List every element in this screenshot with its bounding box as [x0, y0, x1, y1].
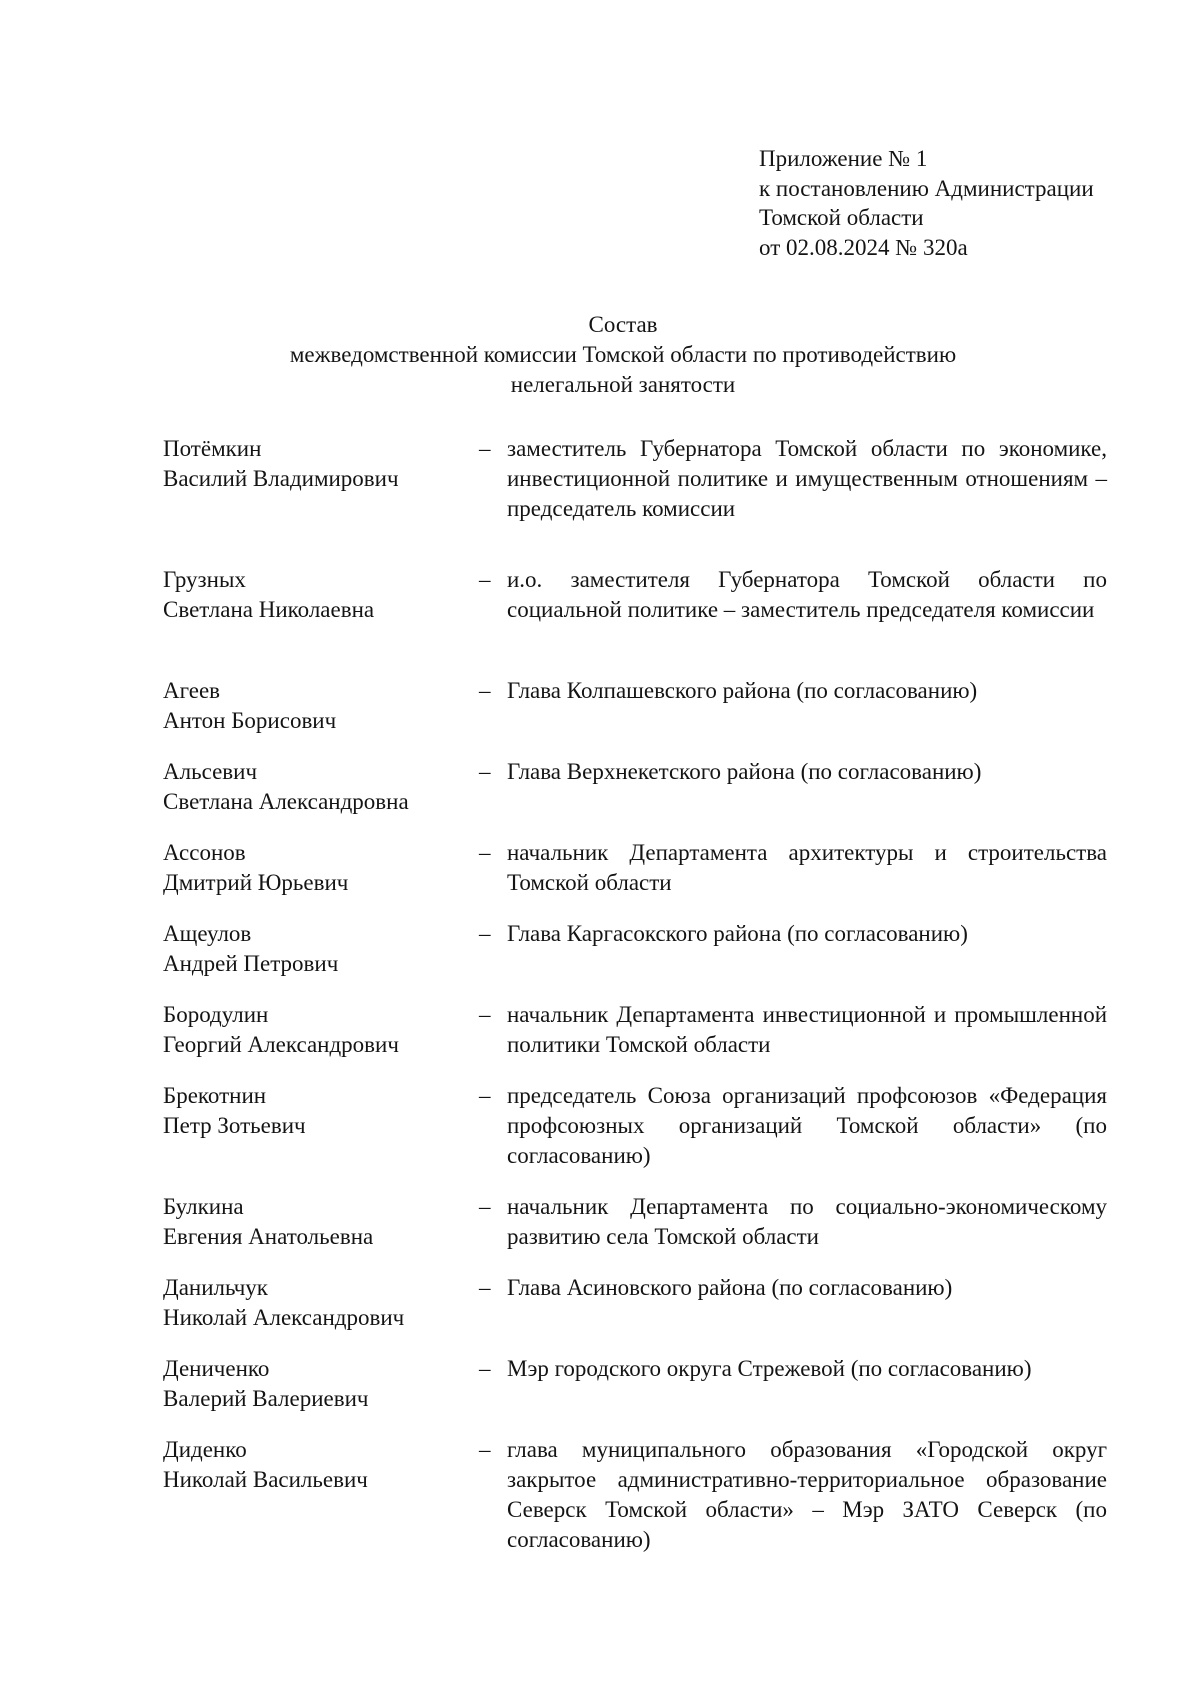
member-row: [163, 676, 1111, 757]
document-title: [163, 310, 1083, 400]
member-given-names: Андрей Петрович: [163, 951, 339, 976]
member-given-names: Валерий Валериевич: [163, 1386, 369, 1411]
member-role: начальник Департамента архитектуры и строительства Томской области: [507, 840, 1107, 895]
member-name: [163, 1000, 479, 1060]
member-dash: –: [479, 678, 491, 703]
member-surname: Грузных: [163, 567, 246, 592]
member-given-names: Дмитрий Юрьевич: [163, 870, 349, 895]
member-name: [163, 434, 479, 494]
appendix-line: к постановлению Администрации: [759, 175, 1094, 201]
member-surname: Агеев: [163, 678, 221, 703]
member-dash: –: [479, 840, 491, 865]
member-dash: –: [479, 921, 491, 946]
member-given-names: Георгий Александрович: [163, 1032, 399, 1057]
appendix-line: от 02.08.2024 № 320а: [759, 234, 968, 260]
member-row: [163, 1192, 1111, 1273]
member-row: [163, 757, 1111, 838]
member-role: Глава Асиновского района (по согласованию): [507, 1275, 953, 1300]
member-row: [163, 1081, 1111, 1192]
member-role: Глава Верхнекетского района (по согласованию): [507, 759, 982, 784]
appendix-header: [759, 144, 1159, 262]
member-row: [163, 838, 1111, 919]
member-dash: –: [479, 1437, 491, 1462]
member-name: [163, 1435, 479, 1495]
member-name: [163, 676, 479, 736]
member-dash: –: [479, 1275, 491, 1300]
member-row: [163, 1000, 1111, 1081]
member-role: Глава Каргасокского района (по согласованию): [507, 921, 968, 946]
member-given-names: Светлана Николаевна: [163, 597, 375, 622]
member-name: [163, 1192, 479, 1252]
member-given-names: Николай Васильевич: [163, 1467, 368, 1492]
member-name: [163, 1081, 479, 1141]
member-name: [163, 838, 479, 898]
member-dash: –: [479, 436, 491, 461]
member-row: [163, 1354, 1111, 1435]
member-surname: Булкина: [163, 1194, 244, 1219]
members-list: [163, 434, 1111, 1566]
member-surname: Брекотнин: [163, 1083, 267, 1108]
member-row: [163, 434, 1111, 565]
member-name: [163, 757, 479, 817]
member-role: заместитель Губернатора Томской области по экономике, инвестиционной политике и имущественным отношениям – председатель комиссии: [507, 436, 1107, 521]
member-dash: –: [479, 1083, 491, 1108]
member-dash: –: [479, 1356, 491, 1381]
member-role: глава муниципального образования «Городской округ закрытое административно-территориальное образование Северск Томской области» – Мэр ЗАТО Северск (по согласованию): [507, 1437, 1107, 1552]
member-surname: Дениченко: [163, 1356, 270, 1381]
title-line: межведомственной комиссии Томской области по противодействию: [289, 342, 957, 367]
member-surname: Альсевич: [163, 759, 258, 784]
title-line: нелегальной занятости: [510, 372, 736, 397]
member-row: [163, 1435, 1111, 1566]
member-name: [163, 1354, 479, 1414]
member-given-names: Евгения Анатольевна: [163, 1224, 374, 1249]
member-row: [163, 565, 1111, 676]
member-role: Мэр городского округа Стрежевой (по согласованию): [507, 1356, 1032, 1381]
member-role: Глава Колпашевского района (по согласованию): [507, 678, 978, 703]
member-given-names: Антон Борисович: [163, 708, 337, 733]
member-dash: –: [479, 759, 491, 784]
member-surname: Бородулин: [163, 1002, 269, 1027]
member-dash: –: [479, 1002, 491, 1027]
member-given-names: Василий Владимирович: [163, 466, 399, 491]
member-dash: –: [479, 1194, 491, 1219]
member-surname: Ассонов: [163, 840, 246, 865]
member-given-names: Николай Александрович: [163, 1305, 405, 1330]
member-given-names: Светлана Александровна: [163, 789, 409, 814]
member-surname: Данильчук: [163, 1275, 268, 1300]
member-surname: Диденко: [163, 1437, 247, 1462]
member-name: [163, 919, 479, 979]
member-dash: –: [479, 567, 491, 592]
member-surname: Потёмкин: [163, 436, 262, 461]
member-role: начальник Департамента по социально-экономическому развитию села Томской области: [507, 1194, 1107, 1249]
member-role: председатель Союза организаций профсоюзов «Федерация профсоюзных организаций Томской области» (по согласованию): [507, 1083, 1107, 1168]
appendix-line: Томской области: [759, 205, 924, 230]
member-surname: Ащеулов: [163, 921, 252, 946]
member-role: начальник Департамента инвестиционной и промышленной политики Томской области: [507, 1002, 1107, 1057]
member-name: [163, 1273, 479, 1333]
title-line: Состав: [588, 312, 658, 337]
member-row: [163, 919, 1111, 1000]
member-name: [163, 565, 479, 625]
appendix-line: Приложение № 1: [759, 146, 928, 171]
member-role: и.о. заместителя Губернатора Томской области по социальной политике – заместитель председателя комиссии: [507, 567, 1107, 622]
member-row: [163, 1273, 1111, 1354]
member-given-names: Петр Зотьевич: [163, 1113, 306, 1138]
